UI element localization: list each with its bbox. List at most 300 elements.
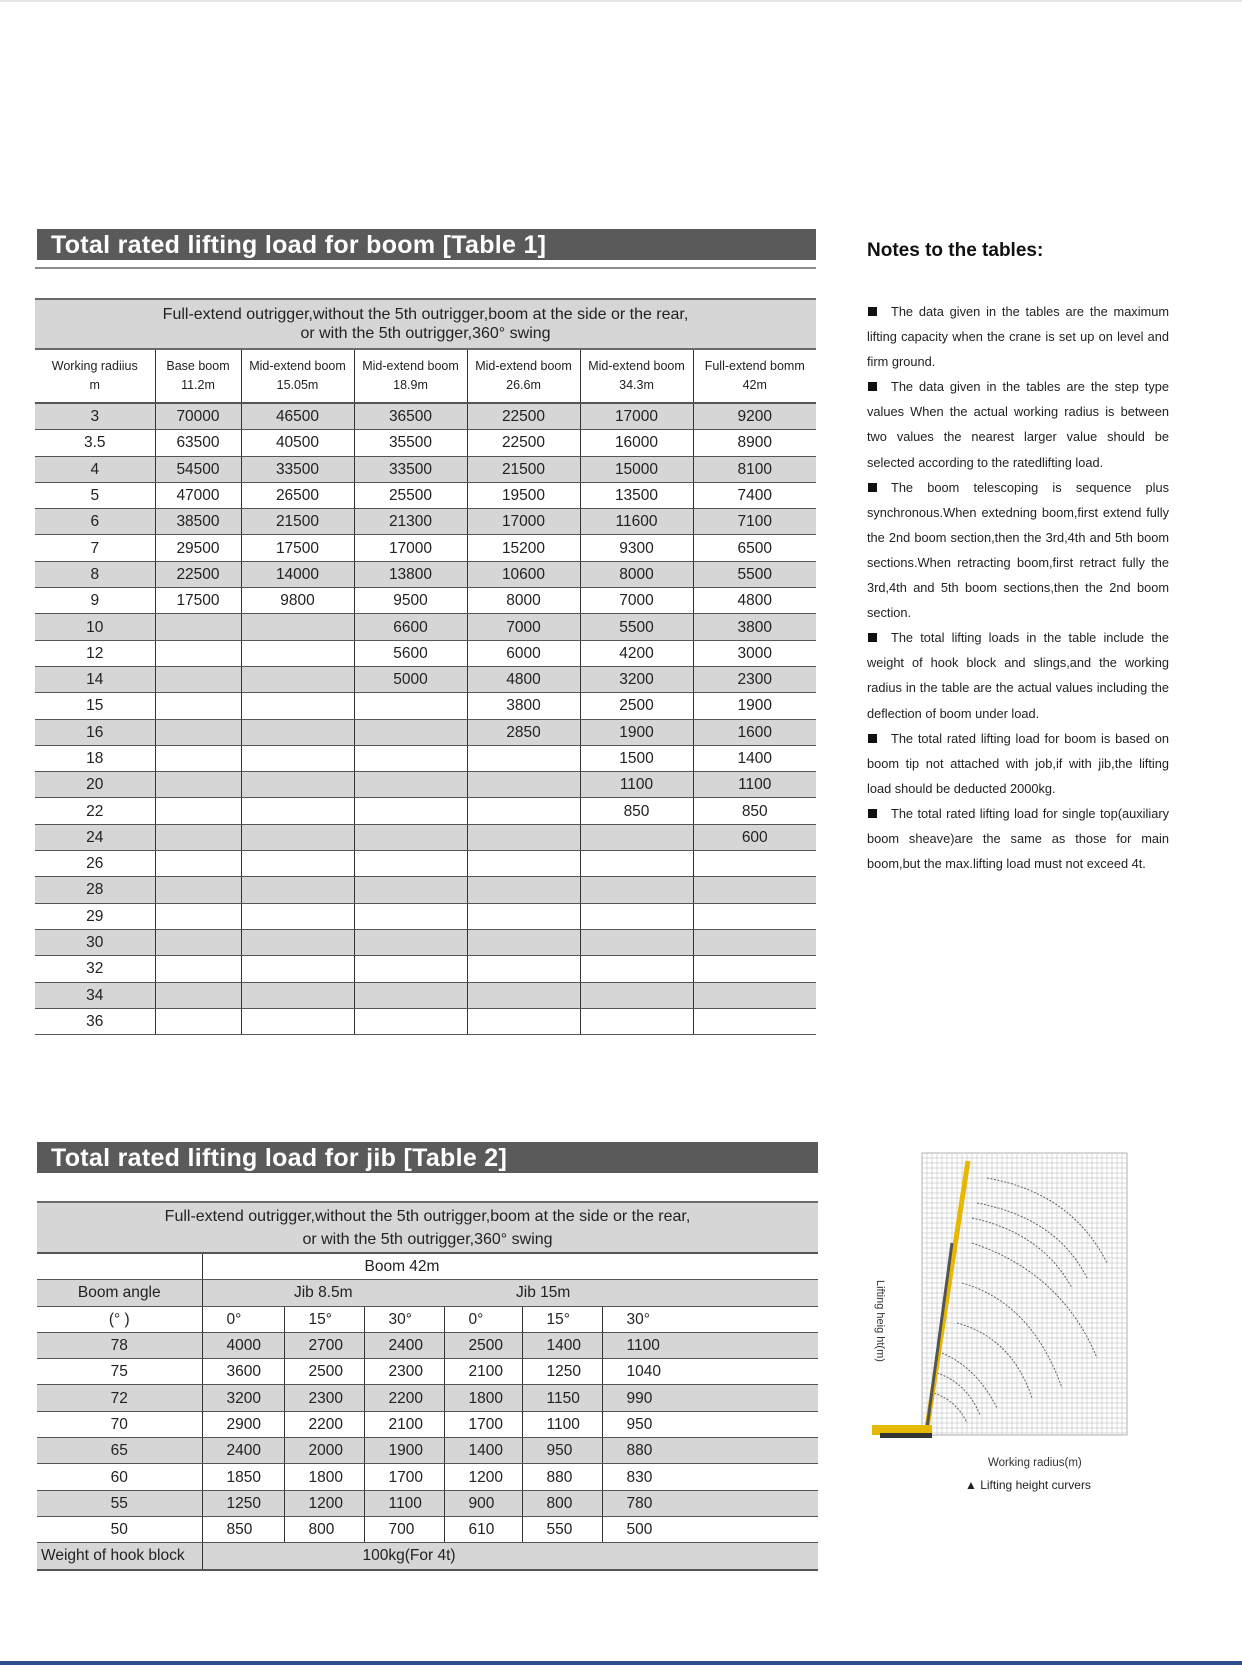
load-cell (693, 1008, 816, 1034)
load-cell: 3000 (693, 640, 816, 666)
load-cell: 1100 (693, 772, 816, 798)
load-cell: 2500 (580, 693, 693, 719)
load-cell: 880 (522, 1464, 602, 1490)
load-cell: 7000 (467, 614, 580, 640)
load-cell (155, 982, 241, 1008)
table2-corner (37, 1253, 202, 1280)
load-cell (354, 956, 467, 982)
load-cell: 2400 (202, 1438, 284, 1464)
load-cell: 1100 (522, 1411, 602, 1437)
load-cell (241, 693, 354, 719)
load-cell: 880 (602, 1438, 818, 1464)
note-item: The total rated lifting load for boom is based on boom tip not attached with job,if with jib,the lifting load should be deducted 2000kg. (867, 730, 1169, 796)
table1-header-cell: Working radiius m (35, 349, 155, 403)
table1-title: Total rated lifting load for boom [Table 1] (37, 229, 816, 260)
load-cell: 990 (602, 1385, 818, 1411)
table-row (35, 509, 816, 535)
table1-header-cell: Mid-extend boom 15.05m (241, 349, 354, 403)
load-cell: 4000 (202, 1332, 284, 1358)
load-cell: 1850 (202, 1464, 284, 1490)
load-cell: 2700 (284, 1332, 364, 1358)
load-cell: 2000 (284, 1438, 364, 1464)
load-cell: 14000 (241, 561, 354, 587)
load-cell (241, 640, 354, 666)
load-cell: 1700 (444, 1411, 522, 1437)
load-cell: 2500 (284, 1359, 364, 1385)
load-cell: 8000 (467, 588, 580, 614)
load-cell: 950 (522, 1438, 602, 1464)
load-cell (241, 877, 354, 903)
load-cell: 17500 (155, 588, 241, 614)
table-row (37, 1490, 818, 1516)
notes-list (867, 299, 1169, 876)
note-item: The data given in the tables are the maximum lifting capacity when the crane is set up on level and firm ground. (867, 304, 1169, 370)
load-cell (241, 1008, 354, 1034)
load-cell: 550 (522, 1516, 602, 1542)
load-cell (693, 877, 816, 903)
load-cell: 5600 (354, 640, 467, 666)
table-row (35, 1008, 816, 1034)
chart-legend: ▲ Lifting height curvers (965, 1478, 1091, 1492)
radius-cell: 14 (35, 666, 155, 692)
load-cell: 22500 (155, 561, 241, 587)
load-cell: 3800 (467, 693, 580, 719)
load-cell: 1040 (602, 1359, 818, 1385)
load-cell: 33500 (354, 456, 467, 482)
boom-angle-cell: 75 (37, 1359, 202, 1385)
radius-cell: 24 (35, 824, 155, 850)
table-row (37, 1438, 818, 1464)
load-cell (241, 666, 354, 692)
radius-cell: 9 (35, 588, 155, 614)
table1-header-cell: Base boom 11.2m (155, 349, 241, 403)
chart-grid (922, 1153, 1127, 1435)
load-cell: 1900 (364, 1438, 444, 1464)
load-cell: 5000 (354, 666, 467, 692)
load-cell: 1100 (602, 1332, 818, 1358)
load-cell (354, 745, 467, 771)
radius-cell: 8 (35, 561, 155, 587)
radius-cell: 7 (35, 535, 155, 561)
load-cell (693, 956, 816, 982)
load-cell: 1250 (522, 1359, 602, 1385)
table-row (35, 614, 816, 640)
boom-angle-cell: 65 (37, 1438, 202, 1464)
load-cell (693, 851, 816, 877)
load-cell: 500 (602, 1516, 818, 1542)
table1-boom-load (35, 298, 816, 1035)
boom-angle-cell: 60 (37, 1464, 202, 1490)
load-cell: 10600 (467, 561, 580, 587)
table-row (35, 903, 816, 929)
load-cell: 1200 (284, 1490, 364, 1516)
table2-condition: Full-extend outrigger,without the 5th outrigger,boom at the side or the rear, or with the 5th outrigger,360° swing (37, 1202, 818, 1253)
load-cell (580, 982, 693, 1008)
load-cell (155, 798, 241, 824)
load-cell (354, 719, 467, 745)
table-row (37, 1332, 818, 1358)
square-bullet-icon (868, 734, 877, 743)
load-cell (155, 851, 241, 877)
load-cell: 3600 (202, 1359, 284, 1385)
table2-boom-label: Boom 42m (202, 1253, 818, 1280)
load-cell: 54500 (155, 456, 241, 482)
load-cell: 3200 (202, 1385, 284, 1411)
load-cell: 22500 (467, 403, 580, 430)
load-cell: 1100 (580, 772, 693, 798)
load-cell (693, 903, 816, 929)
table-row (37, 1385, 818, 1411)
load-cell: 21500 (467, 456, 580, 482)
load-cell (467, 824, 580, 850)
table-row (35, 588, 816, 614)
load-cell: 7400 (693, 482, 816, 508)
radius-cell: 36 (35, 1008, 155, 1034)
table2-angle-label: Boom angle (37, 1280, 202, 1306)
load-cell: 9300 (580, 535, 693, 561)
load-cell (241, 719, 354, 745)
table-row (35, 666, 816, 692)
load-cell (580, 956, 693, 982)
load-cell: 1250 (202, 1490, 284, 1516)
square-bullet-icon (868, 809, 877, 818)
load-cell: 21300 (354, 509, 467, 535)
load-cell: 9500 (354, 588, 467, 614)
load-cell (155, 745, 241, 771)
load-cell (354, 903, 467, 929)
radius-cell: 26 (35, 851, 155, 877)
load-cell (241, 614, 354, 640)
load-cell (155, 772, 241, 798)
load-cell (467, 929, 580, 955)
table1-header-cell: Mid-extend boom 18.9m (354, 349, 467, 403)
load-cell: 13500 (580, 482, 693, 508)
load-cell: 2200 (284, 1411, 364, 1437)
load-cell (467, 903, 580, 929)
load-cell (155, 877, 241, 903)
load-cell: 1900 (693, 693, 816, 719)
load-cell (580, 929, 693, 955)
load-cell: 4800 (693, 588, 816, 614)
table-row (35, 482, 816, 508)
load-cell (241, 798, 354, 824)
load-cell (354, 929, 467, 955)
load-cell (241, 903, 354, 929)
radius-cell: 20 (35, 772, 155, 798)
notes-title: Notes to the tables: (867, 240, 1044, 261)
load-cell: 21500 (241, 509, 354, 535)
load-cell (241, 745, 354, 771)
load-cell: 4200 (580, 640, 693, 666)
load-cell: 36500 (354, 403, 467, 430)
load-cell (467, 1008, 580, 1034)
load-cell: 1900 (580, 719, 693, 745)
load-cell: 2300 (693, 666, 816, 692)
load-cell (354, 693, 467, 719)
radius-cell: 22 (35, 798, 155, 824)
load-cell: 1400 (444, 1438, 522, 1464)
radius-cell: 18 (35, 745, 155, 771)
load-cell (155, 824, 241, 850)
load-cell: 3200 (580, 666, 693, 692)
load-cell: 600 (693, 824, 816, 850)
load-cell: 6500 (693, 535, 816, 561)
radius-cell: 16 (35, 719, 155, 745)
load-cell: 2400 (364, 1332, 444, 1358)
load-cell (580, 824, 693, 850)
load-cell: 26500 (241, 482, 354, 508)
load-cell (155, 640, 241, 666)
load-cell (155, 903, 241, 929)
note-item: The total lifting loads in the table include the weight of hook block and slings,and the working radius in the table are the actual values including the deflection of boom under load. (867, 630, 1169, 721)
load-cell: 2200 (364, 1385, 444, 1411)
offset-angle-cell: 30° (602, 1306, 818, 1332)
load-cell (155, 693, 241, 719)
load-cell (155, 1008, 241, 1034)
load-cell: 2100 (444, 1359, 522, 1385)
table-row (35, 772, 816, 798)
boom-angle-cell: 70 (37, 1411, 202, 1437)
radius-cell: 32 (35, 956, 155, 982)
table2-unit-label: (° ) (37, 1306, 202, 1332)
load-cell: 2900 (202, 1411, 284, 1437)
radius-cell: 15 (35, 693, 155, 719)
boom-angle-cell: 50 (37, 1516, 202, 1542)
load-cell: 1600 (693, 719, 816, 745)
load-cell (467, 772, 580, 798)
note-item: The boom telescoping is sequence plus synchronous.When extedning boom,first extend fully the 2nd boom section,then the 3rd,4th and 5th boom sections.When retracting boom,first retract fully the 3rd,4th and 5th boom sections,then the 2nd boom section. (867, 479, 1169, 621)
load-cell: 2100 (364, 1411, 444, 1437)
load-cell: 800 (284, 1516, 364, 1542)
load-cell: 19500 (467, 482, 580, 508)
load-cell: 1800 (444, 1385, 522, 1411)
offset-angle-cell: 0° (202, 1306, 284, 1332)
load-cell: 63500 (155, 430, 241, 456)
table-row (35, 956, 816, 982)
radius-cell: 10 (35, 614, 155, 640)
load-cell: 8100 (693, 456, 816, 482)
radius-cell: 6 (35, 509, 155, 535)
load-cell (155, 719, 241, 745)
load-cell: 70000 (155, 403, 241, 430)
table-row (35, 719, 816, 745)
radius-cell: 34 (35, 982, 155, 1008)
load-cell (155, 956, 241, 982)
table-row (35, 535, 816, 561)
load-cell: 17000 (354, 535, 467, 561)
table1-header-cell: Mid-extend boom 34.3m (580, 349, 693, 403)
load-cell: 22500 (467, 430, 580, 456)
load-cell (467, 956, 580, 982)
load-cell: 1100 (364, 1490, 444, 1516)
load-cell (580, 903, 693, 929)
load-cell (580, 877, 693, 903)
table2-hook-value: 100kg(For 4t) (202, 1543, 818, 1570)
square-bullet-icon (868, 307, 877, 316)
load-cell: 47000 (155, 482, 241, 508)
load-cell: 25500 (354, 482, 467, 508)
load-cell (467, 745, 580, 771)
load-cell (693, 982, 816, 1008)
radius-cell: 30 (35, 929, 155, 955)
square-bullet-icon (868, 483, 877, 492)
load-cell (467, 798, 580, 824)
load-cell: 1700 (364, 1464, 444, 1490)
table-row (37, 1359, 818, 1385)
table2-title: Total rated lifting load for jib [Table 2] (37, 1142, 818, 1173)
load-cell: 1200 (444, 1464, 522, 1490)
radius-cell: 29 (35, 903, 155, 929)
boom-angle-cell: 55 (37, 1490, 202, 1516)
load-cell (241, 929, 354, 955)
load-cell (467, 982, 580, 1008)
load-cell: 6600 (354, 614, 467, 640)
load-cell: 11600 (580, 509, 693, 535)
load-cell: 800 (522, 1490, 602, 1516)
load-cell: 29500 (155, 535, 241, 561)
load-cell: 850 (580, 798, 693, 824)
load-cell: 7100 (693, 509, 816, 535)
load-cell: 7000 (580, 588, 693, 614)
load-cell: 35500 (354, 430, 467, 456)
load-cell (693, 929, 816, 955)
radius-cell: 5 (35, 482, 155, 508)
radius-cell: 28 (35, 877, 155, 903)
table-row (37, 1411, 818, 1437)
table-row (35, 745, 816, 771)
load-cell: 1150 (522, 1385, 602, 1411)
radius-cell: 12 (35, 640, 155, 666)
load-cell: 17000 (580, 403, 693, 430)
chart-y-axis-label: Lifting heig ht(m) (874, 1280, 886, 1362)
table-row (37, 1464, 818, 1490)
load-cell (155, 614, 241, 640)
offset-angle-cell: 15° (284, 1306, 364, 1332)
table-row (35, 693, 816, 719)
load-cell: 4800 (467, 666, 580, 692)
load-cell: 1400 (522, 1332, 602, 1358)
offset-angle-cell: 30° (364, 1306, 444, 1332)
load-cell: 1500 (580, 745, 693, 771)
load-cell: 15200 (467, 535, 580, 561)
table-row (35, 798, 816, 824)
load-cell: 700 (364, 1516, 444, 1542)
load-cell (155, 929, 241, 955)
table-row (35, 982, 816, 1008)
load-cell: 830 (602, 1464, 818, 1490)
square-bullet-icon (868, 382, 877, 391)
square-bullet-icon (868, 633, 877, 642)
load-cell (354, 1008, 467, 1034)
load-cell: 2300 (364, 1359, 444, 1385)
load-cell: 850 (202, 1516, 284, 1542)
load-cell: 5500 (580, 614, 693, 640)
radius-cell: 3 (35, 403, 155, 430)
load-cell (241, 982, 354, 1008)
load-cell: 1400 (693, 745, 816, 771)
load-cell (354, 824, 467, 850)
load-cell (354, 982, 467, 1008)
load-cell: 1800 (284, 1464, 364, 1490)
load-cell (241, 851, 354, 877)
table2-jib1-label: Jib 8.5m (202, 1280, 444, 1306)
load-cell (241, 772, 354, 798)
load-cell (354, 851, 467, 877)
load-cell: 9800 (241, 588, 354, 614)
load-cell: 850 (693, 798, 816, 824)
radius-cell: 4 (35, 456, 155, 482)
boom-angle-cell: 78 (37, 1332, 202, 1358)
load-cell: 46500 (241, 403, 354, 430)
offset-angle-cell: 15° (522, 1306, 602, 1332)
table-row (35, 877, 816, 903)
load-cell: 6000 (467, 640, 580, 666)
load-cell: 900 (444, 1490, 522, 1516)
table2-jib2-label: Jib 15m (444, 1280, 818, 1306)
bottom-border (0, 1661, 1242, 1665)
load-cell: 17000 (467, 509, 580, 535)
load-cell (580, 851, 693, 877)
table1-header-cell: Full-extend bomm 42m (693, 349, 816, 403)
load-cell: 16000 (580, 430, 693, 456)
load-cell: 38500 (155, 509, 241, 535)
load-cell: 40500 (241, 430, 354, 456)
table1-header-cell: Mid-extend boom 26.6m (467, 349, 580, 403)
load-cell: 8000 (580, 561, 693, 587)
load-cell (241, 824, 354, 850)
table1-condition: Full-extend outrigger,without the 5th outrigger,boom at the side or the rear, or with the 5th outrigger,360° swing (35, 299, 816, 349)
load-cell (580, 1008, 693, 1034)
table2-jib-load (37, 1201, 818, 1571)
load-cell (354, 877, 467, 903)
load-cell (155, 666, 241, 692)
load-cell: 2500 (444, 1332, 522, 1358)
table2-hook-label: Weight of hook block (37, 1543, 202, 1570)
chart-x-axis-label: Working radius(m) (988, 1457, 1082, 1469)
table-row (35, 929, 816, 955)
load-cell (354, 798, 467, 824)
table1-title-rule (35, 267, 816, 269)
load-cell: 15000 (580, 456, 693, 482)
load-cell: 13800 (354, 561, 467, 587)
offset-angle-cell: 0° (444, 1306, 522, 1332)
table-row (35, 640, 816, 666)
radius-cell: 3.5 (35, 430, 155, 456)
load-cell (354, 772, 467, 798)
load-cell: 33500 (241, 456, 354, 482)
load-cell: 8900 (693, 430, 816, 456)
load-cell: 3800 (693, 614, 816, 640)
top-border (0, 0, 1242, 2)
lifting-height-chart (872, 1143, 1142, 1503)
load-cell: 780 (602, 1490, 818, 1516)
load-cell: 2300 (284, 1385, 364, 1411)
note-item: The total rated lifting load for single top(auxiliary boom sheave)are the same as those for main boom,but the max.lifting load must not exceed 4t. (867, 805, 1169, 872)
load-cell: 610 (444, 1516, 522, 1542)
table-row (35, 824, 816, 850)
load-cell (241, 956, 354, 982)
table-row (35, 430, 816, 456)
load-cell: 9200 (693, 403, 816, 430)
boom-angle-cell: 72 (37, 1385, 202, 1411)
table-row (35, 456, 816, 482)
table-row (35, 561, 816, 587)
load-cell (467, 851, 580, 877)
load-cell: 950 (602, 1411, 818, 1437)
table-row (35, 403, 816, 430)
load-cell: 17500 (241, 535, 354, 561)
table-row (37, 1516, 818, 1542)
